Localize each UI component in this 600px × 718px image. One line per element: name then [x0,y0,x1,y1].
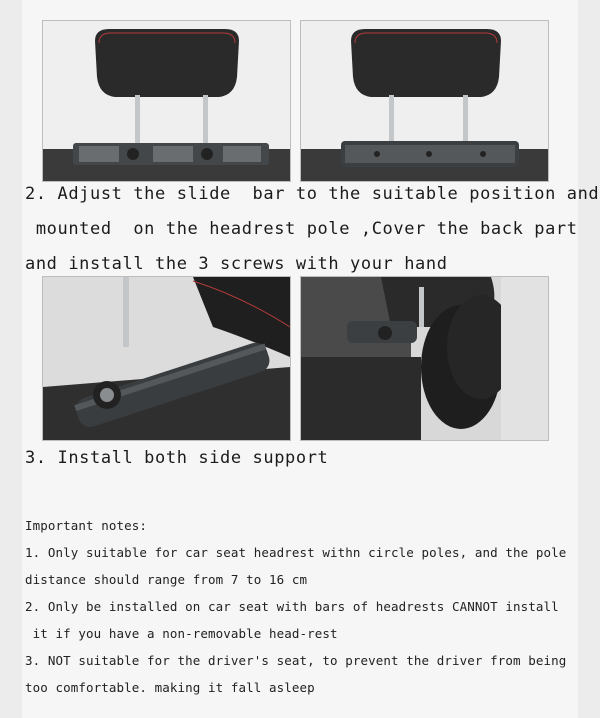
step-2-line-1: 2. Adjust the slide bar to the suitable position and [25,184,600,204]
notes-heading: Important notes: [25,518,148,533]
note-3-line-2: too comfortable. making it fall asleep [25,680,315,695]
photo-cover-mounted [300,20,549,182]
photo-slide-bar-open [42,20,291,182]
step-2-line-3: and install the 3 screws with your hand [25,254,448,274]
step-2-line-2: mounted on the headrest pole ,Cover the back part [25,219,578,239]
note-1-line-1: 1. Only suitable for car seat headrest withn circle poles, and the pole [25,545,567,560]
carbon-bar-illustration [43,277,290,440]
side-support-illustration [301,277,548,440]
note-2-line-1: 2. Only be installed on car seat with bars of headrests CANNOT install [25,599,559,614]
note-3-line-1: 3. NOT suitable for the driver's seat, to prevent the driver from being [25,653,567,668]
headrest-slide-bar-illustration [43,21,290,181]
note-2-line-2: it if you have a non-removable head-rest [25,626,338,641]
step-3-line-1: 3. Install both side support [25,448,329,468]
photo-carbon-bar [42,276,291,441]
headrest-cover-illustration [301,21,548,181]
note-1-line-2: distance should range from 7 to 16 cm [25,572,308,587]
photo-side-supports [300,276,549,441]
